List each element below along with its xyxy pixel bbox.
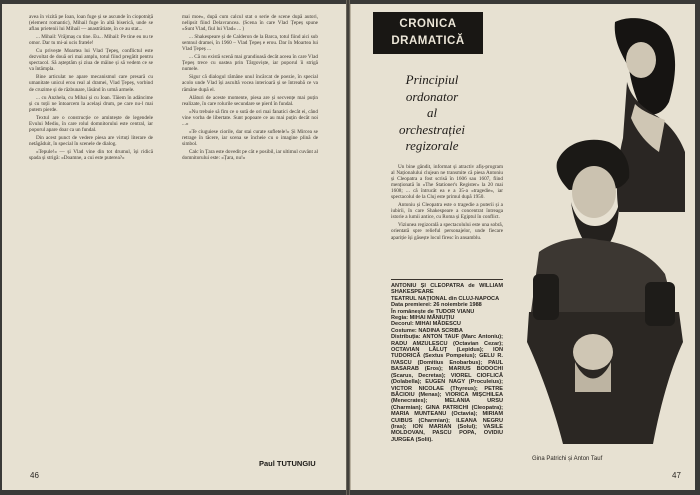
paragraph: «Te ciuguiese ciorile, dar stai curate sufletele!» Și Mircea se retrage în tăcere, iar scena se încheie cu o imagine plină de simbol. xyxy=(182,128,318,147)
left-page-column-2 xyxy=(182,14,318,452)
credits-line: Data premierei: 26 noiembrie 1988 xyxy=(391,302,482,309)
paragraph: Antoniu și Cleopatra este o tragedie a puterii și a iubirii, în care Shakespeare a concentrat întreaga istorie a lumii antice, cu Roma și Egiptul în conflict. xyxy=(391,202,503,221)
paragraph: mai moe», după cum calcul stat o serie de scene după autori, nelipsit fiind Delavrancea. (Scena în care Vlad Țepeș spune «Sunt Vlad, fiul lui Vlad» ... ) xyxy=(182,14,318,33)
headline-line: Principiul xyxy=(405,72,459,87)
credits-divider xyxy=(391,279,503,280)
article-body xyxy=(391,164,503,274)
paragraph: Cu privește Moartea lui Vlad Țepeș, conflictul este dezvoltat de două ori mai amplu, totul fiind pregătit pentru spectacol. Să așteptăm și ziua de mâine și să vedem ce se va întâmpla. xyxy=(29,48,153,73)
paragraph: Sigur că dialogul rămâne unul încărcat de poezie, în special acolo unde Vlad își ascultă vocea interioară și se întreabă ce va rămâne după el. xyxy=(182,74,318,93)
paragraph: Textul are o construcție ce amintește de legendele Evului Mediu, în care rolul domnitorului este central, iar poporul apare doar ca un fundal. xyxy=(29,114,153,133)
paragraph: Un bine gândit, informat și atractiv afiș-program al Naționalului clujean ne transmite că piesa Antoniu și Cleopatra a fost scrisă în 1606 sau 1607, fiind menționată în «The Stationer's Register» la 20 mai 1608; ... că întrucât ea e a 35-a «tragedie», iar spectacolul de la Cluj este primul după 1950. xyxy=(391,164,503,201)
credits-line: ANTONIU ȘI CLEOPATRA de WILLIAM SHAKESPEARE xyxy=(391,283,503,296)
paragraph: Bine articulat ne apare mecanismul care presară cu umanitate unicul erou real al dramei, Vlad Țepeș, vorbind de cruzime și de răzbunare, lăsând în urmă armele. xyxy=(29,74,153,93)
paragraph: «Nu trebuie să fim ce o sută de ori mai fanatici decât ei, când vine vorba de libertate. Sunt popoare ce au mai puțin decât noi ...» xyxy=(182,108,318,127)
section-banner-line: CRONICA xyxy=(399,18,457,30)
paragraph: ... Shakespeare și de Calderon de la Barca, totul fiind aici sub semnul dramei, în 1960 – Vlad Țepeș e erou. Dar în Moartea lui Vlad Țepeș ... xyxy=(182,34,318,53)
right-page xyxy=(350,4,695,490)
left-page xyxy=(2,4,347,490)
credits-line: În românește de TUDOR VIANU xyxy=(391,308,475,315)
paragraph: Calc în Țara este dovedit pe cât e posibil, iar ultimul cuvânt al domnitorului este: «Țara, nu!» xyxy=(182,148,318,161)
credits-line: TEATRUL NAȚIONAL din CLUJ-NAPOCA xyxy=(391,295,500,302)
paragraph: avea în vizită pe Ioan, loan fuge și se ascunde în ciopotniță (element romantic), Mihail fuge în altă biserică, unde se aflau prietenii lui Mihail — anastrătiate, în ce au stat... xyxy=(29,14,153,33)
author-signature: Paul TUTUNGIU xyxy=(259,459,316,468)
headline-line: al xyxy=(426,105,438,120)
photo-illustration xyxy=(519,12,689,450)
paragraph: ... Mihail: Vrăjmaș cu tine. Eu... Mihail: Pe tine eu nu te omor. Dar tu mi-ai ucis fratele! xyxy=(29,34,153,47)
headline-line: ordonator xyxy=(405,88,459,104)
paragraph: Viziunea regizorală a spectacolului este una sobră, orientată spre relieful personajelor, unde fiecare apariție își găsește locul firesc în ansamblu. xyxy=(391,222,503,241)
left-page-column-1 xyxy=(29,14,153,438)
credits-line: Distribuția: ANTON TAUF (Marc Antoniu); RADU AMZULESCU (Octavian Cezar); OCTAVIAN LĂLUȚ (Lepidus); ION TUDORICĂ (Sextus Pompeius); GELU R. IVASCU (Domitius Enobarbus); PAUL BASARAB (Eros); MARIUS BODOCHI (Scarus, Decretas); VIOREL CIOFLICĂ (Dolabella); EUGEN NAGY (Proculeius); VICTOR NICOLAE (Thyreus); PETRE BĂCIOIU (Menas); VIORICA MIȘCHILEA (Menecrates); MELANIA URSU (Charmian); GINA PATRICHI (Cleopatra); MARIA MUNTEANU (Octavia); MIRIAM CUIBUS (Charmian); ILEANA NEGRU (Iras); ION MARIAN (Solul); VASILE MOLDOVAN, PASCU POPA, OVIDIU JURGEA (Solii). xyxy=(391,334,503,443)
headline-line: orchestrației xyxy=(399,121,465,137)
paragraph: ... cu Anzhela, cu Mihai și cu Ioan. Tăiem în adâncime și cu toții ne întoarcem la același drum, pe care nu-l mai putem pierde. xyxy=(29,94,153,113)
photo-caption: Gina Patrichi și Anton Tauf xyxy=(532,456,603,462)
credits-line: Regia: MIHAI MĂNIUȚIU xyxy=(391,315,455,322)
production-credits xyxy=(391,279,503,443)
paragraph: ... Că nu există scenă mai grandioasă decât aceea în care Vlad Țepeș trece cu oastea prin Târgoviște, iar poporul îi strigă numele. xyxy=(182,54,318,73)
paragraph: «Tepule!» — și Vlad vine din tot drumul, își ridică spada și strigă: «Doamne, a cui este puterea?» xyxy=(29,148,153,161)
credits-line: Decorul: MIHAI MĂDESCU xyxy=(391,321,461,328)
actors-photo xyxy=(519,12,689,450)
headline-line: regizorale xyxy=(405,138,459,153)
section-banner-line: DRAMATICĂ xyxy=(391,35,465,47)
credits-line: Costume: NADINA SCRIBA xyxy=(391,327,463,334)
section-banner xyxy=(373,12,483,54)
paragraph: Din acest punct de vedere piesa are virtuți literare de netăgăduit, în special în scenele de dialog. xyxy=(29,134,153,147)
paragraph: Alături de aceste momente, piesa are și secvențe mai puțin realizate, în care rolurile secundare se pierd în fundal. xyxy=(182,94,318,107)
page-number: 46 xyxy=(30,471,39,480)
article-headline xyxy=(373,72,491,155)
page-number: 47 xyxy=(672,471,681,480)
